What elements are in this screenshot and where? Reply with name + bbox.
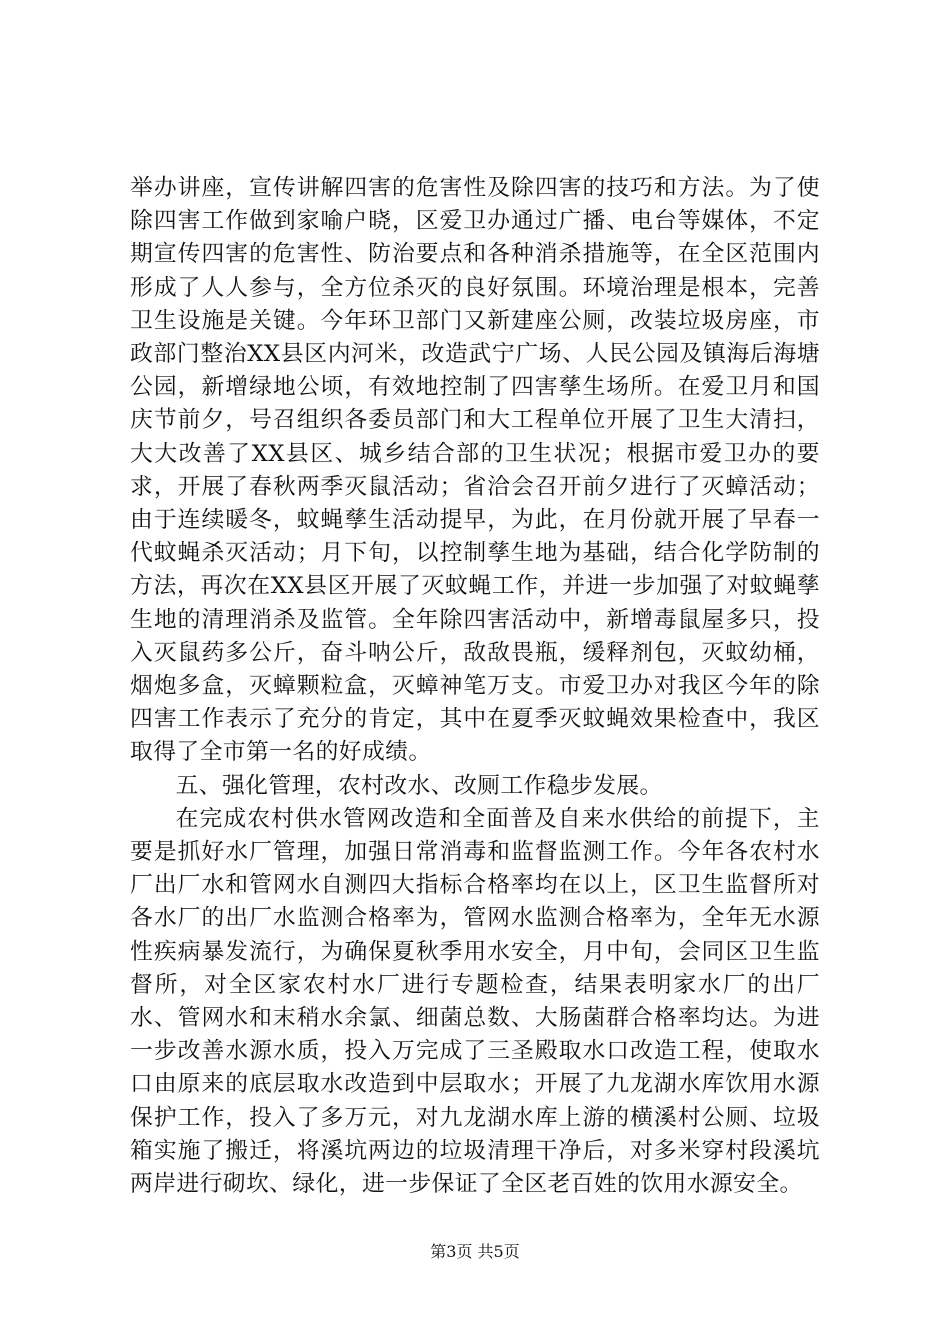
paragraph-water-reform: 在完成农村供水管网改造和全面普及自来水供给的前提下，主要是抓好水厂管理，加强日常消毒和监督监测工作。今年各农村水厂出厂水和管网水自测四大指标合格率均在以上，区卫生监督所对各水厂的出厂水监测合格率为，管网水监测合格率为，全年无水源性疾病暴发流行，为确保夏秋季用水安全，月中旬，会同区卫生监督所，对全区家农村水厂进行专题检查，结果表明家水厂的出厂水、管网水和末稍水余氯、细菌总数、大肠菌群合格率均达。为进一步改善水源水质，投入万完成了三圣殿取水口改造工程，使取水口由原来的底层取水改造到中层取水；开展了九龙湖水库饮用水源保护工作，投入了多万元，对九龙湖水库上游的横溪村公厕、垃圾箱实施了搬迁，将溪坑两边的垃圾清理干净后，对多米穿村段溪坑两岸进行砌坎、绿化，进一步保证了全区老百姓的饮用水源安全。 [130, 805, 820, 1198]
section-heading: 五、强化管理，农村改水、改厕工作稳步发展。 [175, 772, 663, 799]
paragraph-continuation: 举办讲座，宣传讲解四害的危害性及除四害的技巧和方法。为了使除四害工作做到家喻户晓，区爱卫办通过广播、电台等媒体，不定期宣传四害的危害性、防治要点和各种消杀措施等，在全区范围内形成了人人参与，全方位杀灭的良好氛围。环境治理是根本，完善卫生设施是关键。今年环卫部门又新建座公厕，改装垃圾房座，市政部门整治XX县区内河米，改造武宁广场、人民公园及镇海后海塘公园，新增绿地公顷，有效地控制了四害孳生场所。在爱卫月和国庆节前夕，号召组织各委员部门和大工程单位开展了卫生大清扫，大大改善了XX县区、城乡结合部的卫生状况；根据市爱卫办的要求，开展了春秋两季灭鼠活动；省洽会召开前夕进行了灭蟑活动；由于连续暖冬，蚊蝇孳生活动提早，为此，在月份就开展了早春一代蚊蝇杀灭活动；月下旬，以控制孳生地为基础，结合化学防制的方法，再次在XX县区开展了灭蚊蝇工作，并进一步加强了对蚊蝇孳生地的清理消杀及监管。全年除四害活动中，新增毒鼠屋多只，投入灭鼠药多公斤，奋斗呐公斤，敌敌畏瓶，缓释剂包，灭蚊幼桶，烟炮多盒，灭蟑颗粒盒，灭蟑神笔万支。市爱卫办对我区今年的除四害工作表示了充分的肯定，其中在夏季灭蚊蝇效果检查中，我区取得了全市第一名的好成绩。 [130, 175, 820, 766]
document-body [130, 172, 820, 1201]
page-number-footer: 第3页 共5页 [430, 1242, 520, 1261]
